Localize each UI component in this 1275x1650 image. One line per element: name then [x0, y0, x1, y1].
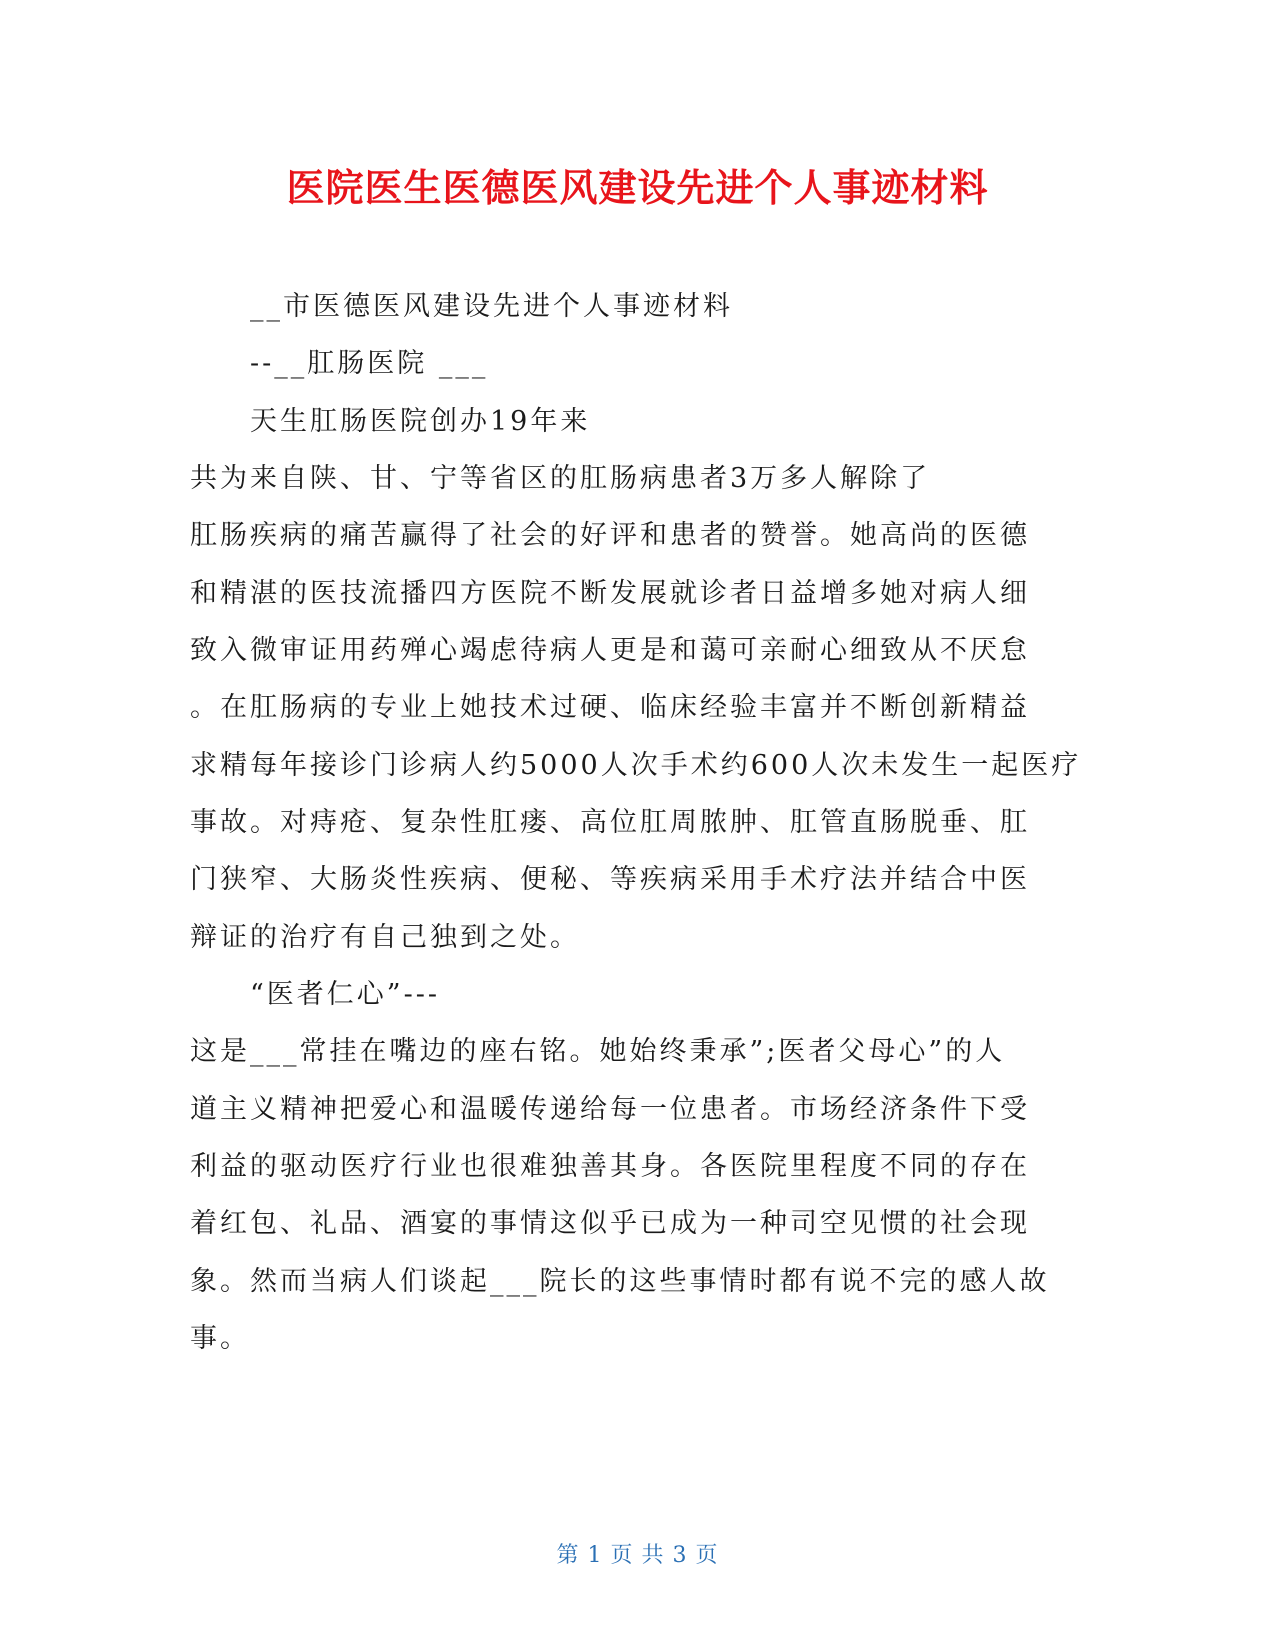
document-title: 医院医生医德医风建设先进个人事迹材料	[286, 166, 989, 210]
paragraph-line: 。在肛肠病的专业上她技术过硬、临床经验丰富并不断创新精益	[190, 692, 1030, 723]
paragraph-line: 事。	[190, 1323, 250, 1354]
paragraph-line: 象。然而当病人们谈起___院长的这些事情时都有说不完的感人故	[190, 1266, 1050, 1297]
paragraph-line: 事故。对痔疮、复杂性肛瘘、高位肛周脓肿、肛管直肠脱垂、肛	[190, 807, 1030, 838]
paragraph-line: 利益的驱动医疗行业也很难独善其身。各医院里程度不同的存在	[190, 1151, 1030, 1182]
subtitle-line: __市医德医风建设先进个人事迹材料	[250, 291, 733, 322]
paragraph-line: 和精湛的医技流播四方医院不断发展就诊者日益增多她对病人细	[190, 578, 1030, 609]
paragraph-line: 道主义精神把爱心和温暖传递给每一位患者。市场经济条件下受	[190, 1094, 1030, 1125]
quote-line: “医者仁心”---	[250, 979, 440, 1010]
paragraph-line: 致入微审证用药殚心竭虑待病人更是和蔼可亲耐心细致从不厌怠	[190, 635, 1030, 666]
hospital-line: --__肛肠医院 ___	[250, 348, 489, 379]
paragraph-line: 求精每年接诊门诊病人约5000人次手术约600人次未发生一起医疗	[190, 750, 1082, 781]
paragraph-line: 辩证的治疗有自己独到之处。	[190, 922, 580, 953]
paragraph-line: 天生肛肠医院创办19年来	[250, 406, 591, 437]
paragraph-line: 共为来自陕、甘、宁等省区的肛肠病患者3万多人解除了	[190, 463, 931, 494]
paragraph-line: 门狭窄、大肠炎性疾病、便秘、等疾病采用手术疗法并结合中医	[190, 864, 1030, 895]
paragraph-line: 肛肠疾病的痛苦赢得了社会的好评和患者的赞誉。她高尚的医德	[190, 520, 1030, 551]
page-number-footer: 第 1 页 共 3 页	[556, 1543, 719, 1568]
paragraph-line: 着红包、礼品、酒宴的事情这似乎已成为一种司空见惯的社会现	[190, 1208, 1030, 1239]
paragraph-line: 这是___常挂在嘴边的座右铭。她始终秉承”;医者父母心”的人	[190, 1036, 1006, 1067]
